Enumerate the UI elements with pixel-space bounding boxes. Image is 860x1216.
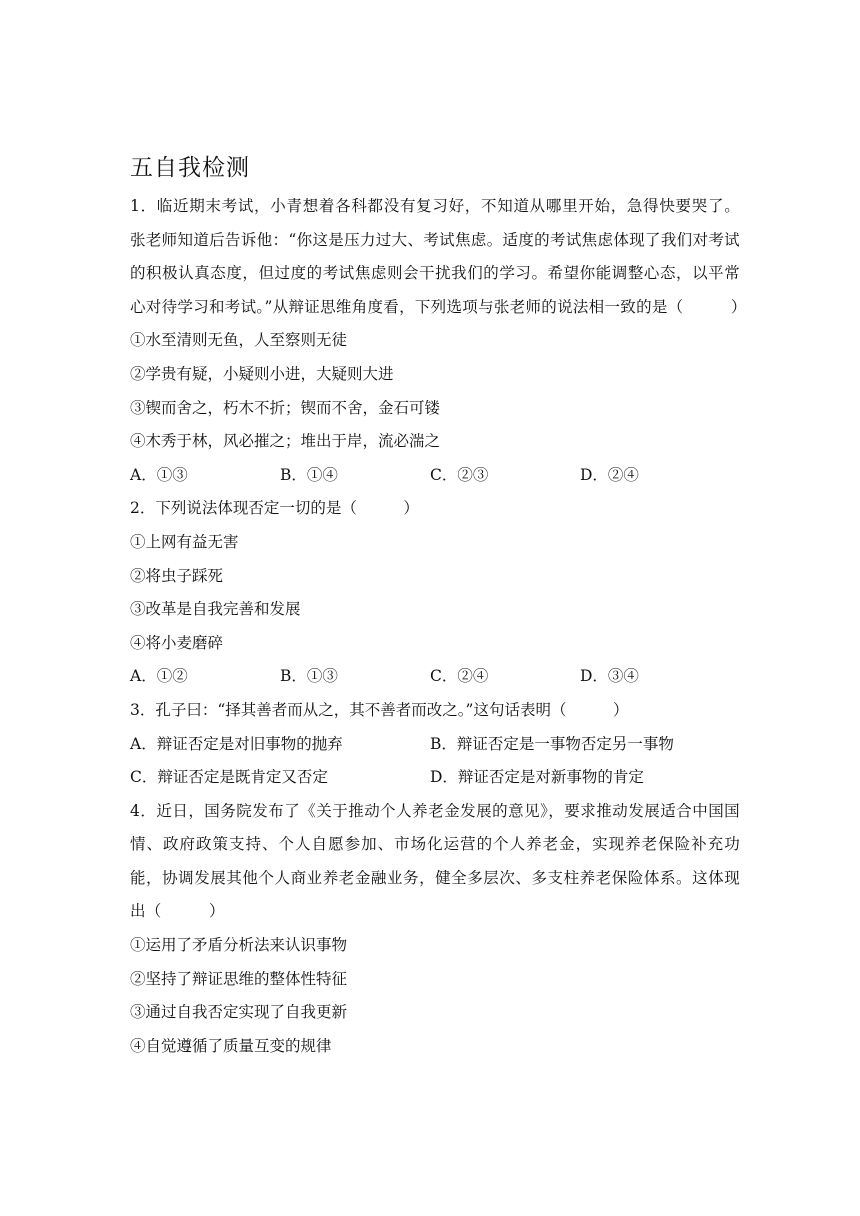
question-2-item-1: ①上网有益无害 (130, 532, 239, 551)
question-4-stem: 4．近日，国务院发布了《关于推动个人养老金发展的意见》，要求推动发展适合中国国情、政府政策支持、个人自愿参加、市场化运营的个人养老金，实现养老保险补充功能，协调发展其他个人商业养老金融业务，健全多层次、多支柱养老保险体系。这体现出（ ） (130, 801, 740, 921)
question-2-option-b: B．①③ (280, 667, 338, 686)
document-page (130, 150, 747, 1063)
question-2-item-3: ③改革是自我完善和发展 (130, 600, 301, 619)
question-3-option-a: A．辩证否定是对旧事物的抛弃 (130, 734, 343, 753)
question-1-item-4: ④木秀于林，风必摧之；堆出于岸，流必湍之 (130, 432, 441, 451)
question-1-option-b: B．①④ (280, 465, 338, 484)
question-2-stem: 2．下列说法体现否定一切的是（ ） (130, 499, 419, 518)
question-1-stem: 1．临近期末考试，小青想着各科都没有复习好，不知道从哪里开始，急得快要哭了。张老师知道后告诉他：“你这是压力过大、考试焦虑。适度的考试焦虑体现了我们对考试的积极认真态度，但过度的考试焦虑则会干扰我们的学习。希望你能调整心态，以平常心对待学习和考试。”从辩证思维角度看，下列选项与张老师的说法相一致的是（ ） (130, 197, 747, 316)
question-3-option-b: B．辩证否定是一事物否定另一事物 (430, 734, 674, 753)
question-1-option-c: C．②③ (430, 465, 489, 484)
question-1-option-d: D．②④ (580, 465, 639, 484)
question-1-item-2: ②学贵有疑，小疑则小进，大疑则大进 (130, 364, 394, 383)
section-title: 五自我检测 (130, 155, 250, 181)
question-1-item-1: ①水至清则无鱼，人至察则无徒 (130, 331, 348, 350)
question-3-options-row-1 (130, 728, 740, 762)
question-2-item-4: ④将小麦磨碎 (130, 633, 224, 652)
question-1-option-a: A．①③ (130, 465, 188, 484)
question-2-options (130, 660, 740, 694)
question-1-item-3: ③锲而舍之，朽木不折；锲而不舍，金石可镂 (130, 398, 441, 417)
question-3-stem: 3．孔子曰：“择其善者而从之，其不善者而改之。”这句话表明（ ） (130, 700, 629, 719)
question-2-option-a: A．①② (130, 667, 188, 686)
question-3-option-d: D．辩证否定是对新事物的肯定 (430, 768, 644, 787)
question-4-item-3: ③通过自我否定实现了自我更新 (130, 1003, 348, 1022)
question-3-option-c: C．辩证否定是既肯定又否定 (130, 768, 328, 787)
question-2-option-c: C．②④ (430, 667, 489, 686)
question-4-item-4: ④自觉遵循了质量互变的规律 (130, 1036, 332, 1055)
question-2-option-d: D．③④ (580, 667, 639, 686)
question-3-options-row-2 (130, 761, 740, 795)
question-1-options (130, 459, 740, 493)
question-4-item-1: ①运用了矛盾分析法来认识事物 (130, 936, 348, 955)
question-4-item-2: ②坚持了辩证思维的整体性特征 (130, 969, 348, 988)
question-2-item-2: ②将虫子踩死 (130, 566, 224, 585)
